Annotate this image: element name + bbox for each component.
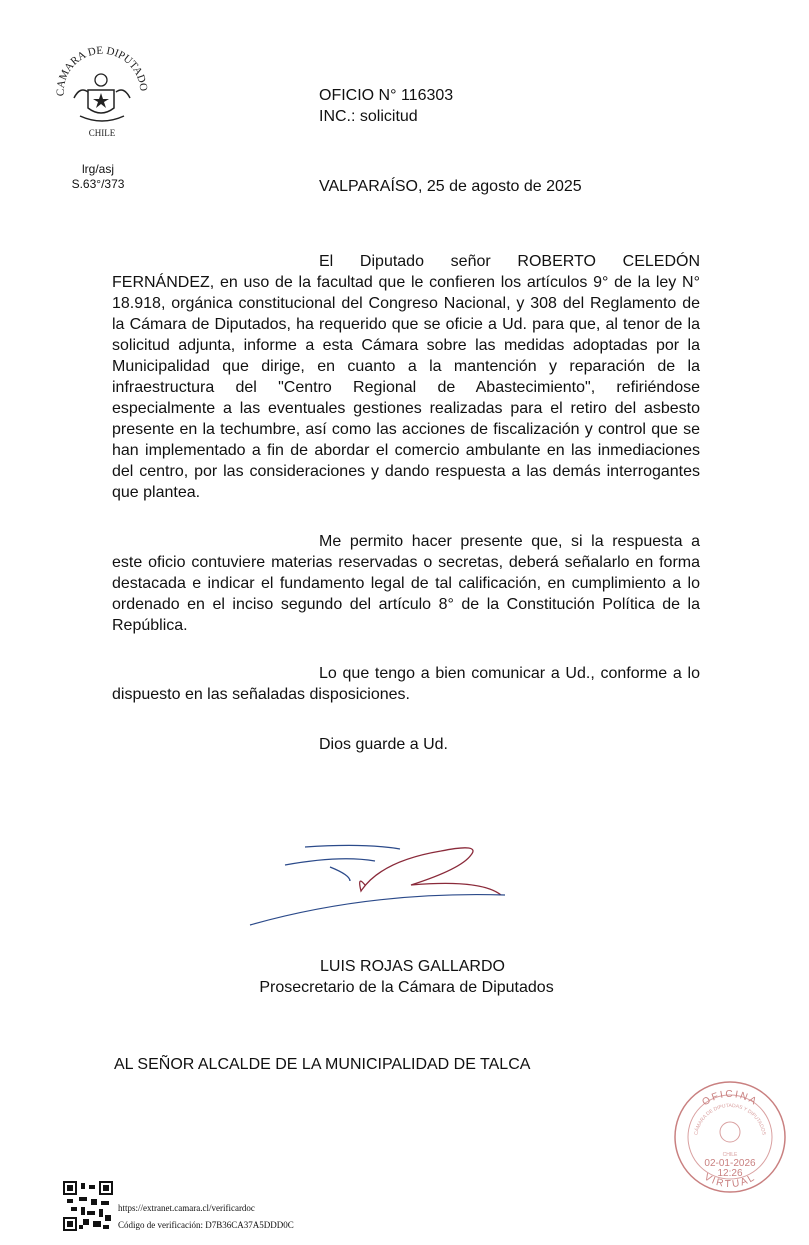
oficio-number: OFICIO N° 116303 bbox=[319, 87, 454, 104]
ref-session: S.63°/373 bbox=[71, 177, 125, 191]
handwritten-signature bbox=[245, 825, 515, 940]
verification-code: Código de verificación: D7B36CA37A5DDD0C bbox=[118, 1220, 294, 1230]
body-paragraph-2: Me permito hacer presente que, si la respuesta a este oficio contuviere materias reservadas o secretas, deberá señalarlo en forma destacada e indicar el fundamento legal de tal calificación, en cumplimiento a lo ordenado en el inciso segundo del artículo 8° de la Constitución Política de la República. bbox=[112, 533, 700, 634]
svg-text:02-01-2026: 02-01-2026 bbox=[704, 1158, 756, 1169]
place-date: VALPARAÍSO, 25 de agosto de 2025 bbox=[319, 178, 582, 195]
svg-text:CHILE: CHILE bbox=[88, 128, 116, 138]
svg-text:CAMARA DE DIPUTADOS: CAMARA DE DIPUTADO bbox=[54, 44, 150, 97]
svg-text:CHILE: CHILE bbox=[722, 1152, 738, 1158]
ref-initials: lrg/asj bbox=[81, 162, 114, 176]
signatory-name: LUIS ROJAS GALLARDO bbox=[320, 958, 505, 975]
recipient: AL SEÑOR ALCALDE DE LA MUNICIPALIDAD DE TALCA bbox=[114, 1056, 531, 1073]
svg-text:CÁMARA DE DIPUTADAS Y DIPUTADO: CÁMARA DE DIPUTADAS Y DIPUTADOS bbox=[693, 1102, 767, 1136]
body-paragraph-3: Lo que tengo a bien comunicar a Ud., conforme a lo dispuesto en las señaladas disposiciones. bbox=[112, 665, 700, 703]
body-paragraph-1: El Diputado señor ROBERTO CELEDÓN FERNÁNDEZ, en uso de la facultad que le confieren los artículos 9° de la ley N° 18.918, orgánica constitucional del Congreso Nacional, y 308 del Reglamento de la Cámara de Diputados, ha requerido que se oficie a Ud. para que, al tenor de la solicitud adjunta, informe a esta Cámara sobre las medidas adoptadas por la Municipalidad que dirige, en cuanto a la mantención y reparación de la infraestructura del "Centro Regional de Abastecimiento", refiriéndose especialmente a las eventuales gestiones realizadas para el retiro del asbesto presente en la techumbre, así como las acciones de fiscalización y control que se han implementado a fin de abordar el comercio ambulante en las inmediaciones del centro, por las consideraciones y dando respuesta a las demás interrogantes que plantea. bbox=[112, 253, 700, 501]
inc-line: INC.: solicitud bbox=[319, 108, 418, 125]
verification-qr-code[interactable] bbox=[63, 1181, 113, 1231]
verification-url[interactable]: https://extranet.camara.cl/verificardoc bbox=[118, 1203, 255, 1213]
svg-text:VIRTUAL: VIRTUAL bbox=[702, 1171, 758, 1191]
signatory-title: Prosecretario de la Cámara de Diputados bbox=[259, 979, 554, 996]
svg-text:12:26: 12:26 bbox=[717, 1168, 743, 1179]
svg-text:OFICINA: OFICINA bbox=[700, 1088, 760, 1109]
oficina-virtual-stamp bbox=[673, 1080, 787, 1194]
camara-logo bbox=[52, 38, 152, 140]
closing: Dios guarde a Ud. bbox=[319, 736, 448, 753]
